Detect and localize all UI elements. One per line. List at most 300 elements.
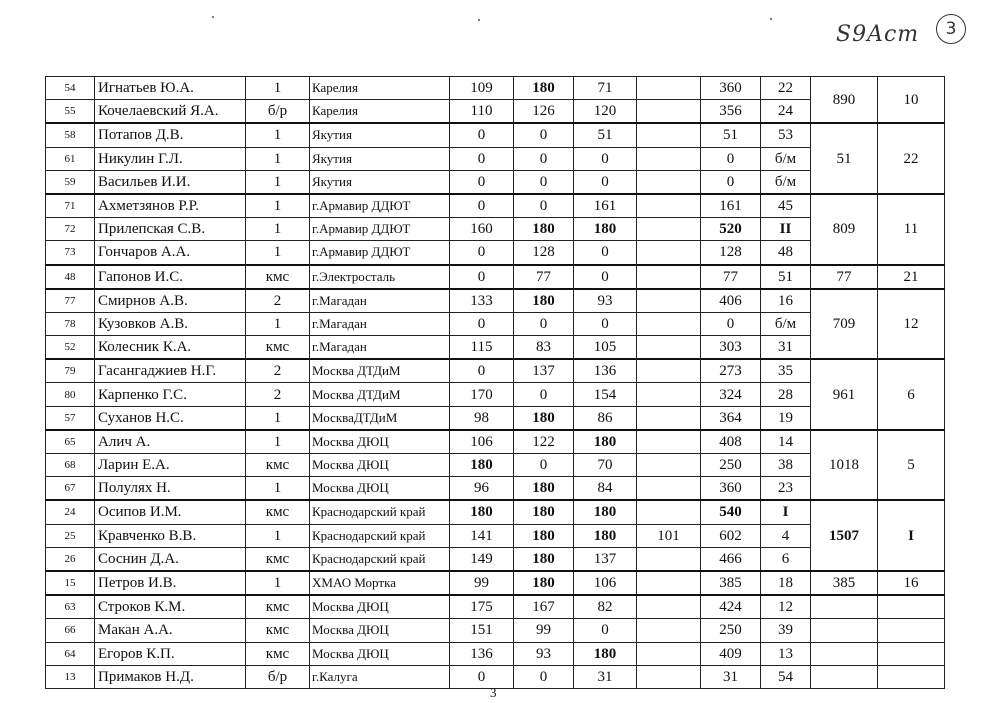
- participant-name-cell: Гасангаджиев Н.Г.: [95, 359, 246, 383]
- region-cell: г.Магадан: [310, 336, 450, 360]
- total-score-cell: 356: [701, 100, 761, 124]
- region-cell: Карелия: [310, 77, 450, 100]
- round-3-score-cell: 180: [574, 430, 637, 454]
- extra-score-cell: [637, 147, 701, 170]
- round-3-score-cell: 154: [574, 383, 637, 406]
- total-score-cell: 51: [701, 123, 761, 147]
- round-3-score-cell: 120: [574, 100, 637, 124]
- scan-speck: [770, 18, 772, 20]
- extra-score-cell: [637, 265, 701, 289]
- region-cell: Москва ДЮЦ: [310, 454, 450, 477]
- sport-rank-cell: 1: [246, 218, 310, 241]
- round-1-score-cell: 175: [450, 595, 514, 619]
- participant-name-cell: Кочелаевский Я.А.: [95, 100, 246, 124]
- personal-place-cell: I: [761, 500, 811, 524]
- round-1-score-cell: 110: [450, 100, 514, 124]
- round-2-score-cell: 167: [514, 595, 574, 619]
- round-1-score-cell: 109: [450, 77, 514, 100]
- personal-place-cell: б/м: [761, 170, 811, 194]
- participant-name-cell: Гончаров А.А.: [95, 241, 246, 265]
- extra-score-cell: [637, 241, 701, 265]
- round-2-score-cell: 0: [514, 147, 574, 170]
- personal-place-cell: 39: [761, 619, 811, 642]
- team-place-cell: [878, 595, 945, 619]
- total-score-cell: 406: [701, 289, 761, 313]
- total-score-cell: 360: [701, 77, 761, 100]
- participant-number-cell: 58: [46, 123, 95, 147]
- region-cell: г.Калуга: [310, 665, 450, 688]
- personal-place-cell: 54: [761, 665, 811, 688]
- personal-place-cell: 51: [761, 265, 811, 289]
- round-1-score-cell: 0: [450, 665, 514, 688]
- round-3-score-cell: 161: [574, 194, 637, 218]
- total-score-cell: 424: [701, 595, 761, 619]
- participant-name-cell: Петров И.В.: [95, 571, 246, 595]
- total-score-cell: 409: [701, 642, 761, 665]
- table-row: [46, 595, 945, 619]
- region-cell: Краснодарский край: [310, 547, 450, 571]
- sport-rank-cell: 1: [246, 312, 310, 335]
- team-total-cell: 961: [811, 359, 878, 430]
- extra-score-cell: [637, 312, 701, 335]
- round-1-score-cell: 133: [450, 289, 514, 313]
- region-cell: Москва ДТДиМ: [310, 359, 450, 383]
- table-row: [46, 571, 945, 595]
- total-score-cell: 77: [701, 265, 761, 289]
- total-score-cell: 466: [701, 547, 761, 571]
- round-2-score-cell: 0: [514, 123, 574, 147]
- personal-place-cell: 48: [761, 241, 811, 265]
- round-2-score-cell: 0: [514, 194, 574, 218]
- participant-name-cell: Алич А.: [95, 430, 246, 454]
- round-1-score-cell: 141: [450, 524, 514, 547]
- table-row: [46, 642, 945, 665]
- extra-score-cell: [637, 547, 701, 571]
- total-score-cell: 360: [701, 477, 761, 501]
- team-place-cell: 22: [878, 123, 945, 194]
- sport-rank-cell: 1: [246, 571, 310, 595]
- personal-place-cell: 53: [761, 123, 811, 147]
- sport-rank-cell: 1: [246, 406, 310, 430]
- sport-rank-cell: 1: [246, 194, 310, 218]
- total-score-cell: 250: [701, 619, 761, 642]
- team-place-cell: I: [878, 500, 945, 571]
- round-1-score-cell: 180: [450, 454, 514, 477]
- round-3-score-cell: 0: [574, 147, 637, 170]
- participant-number-cell: 24: [46, 500, 95, 524]
- participant-name-cell: Соснин Д.А.: [95, 547, 246, 571]
- participant-number-cell: 26: [46, 547, 95, 571]
- participant-number-cell: 65: [46, 430, 95, 454]
- table-row: [46, 194, 945, 218]
- region-cell: г.Электросталь: [310, 265, 450, 289]
- table-row: [46, 265, 945, 289]
- table-row: [46, 524, 945, 547]
- team-total-cell: [811, 619, 878, 642]
- round-2-score-cell: 128: [514, 241, 574, 265]
- team-place-cell: 16: [878, 571, 945, 595]
- sport-rank-cell: 2: [246, 359, 310, 383]
- team-total-cell: [811, 642, 878, 665]
- table-row: [46, 619, 945, 642]
- extra-score-cell: [637, 289, 701, 313]
- round-3-score-cell: 82: [574, 595, 637, 619]
- round-1-score-cell: 180: [450, 500, 514, 524]
- round-1-score-cell: 0: [450, 312, 514, 335]
- round-1-score-cell: 98: [450, 406, 514, 430]
- total-score-cell: 385: [701, 571, 761, 595]
- participant-number-cell: 52: [46, 336, 95, 360]
- personal-place-cell: 13: [761, 642, 811, 665]
- total-score-cell: 273: [701, 359, 761, 383]
- region-cell: Москва ДТДиМ: [310, 383, 450, 406]
- round-1-score-cell: 0: [450, 123, 514, 147]
- round-3-score-cell: 0: [574, 241, 637, 265]
- extra-score-cell: [637, 571, 701, 595]
- personal-place-cell: 22: [761, 77, 811, 100]
- round-2-score-cell: 99: [514, 619, 574, 642]
- round-2-score-cell: 180: [514, 477, 574, 501]
- extra-score-cell: [637, 454, 701, 477]
- participant-number-cell: 73: [46, 241, 95, 265]
- team-place-cell: 11: [878, 194, 945, 265]
- table-row: [46, 241, 945, 265]
- round-3-score-cell: 31: [574, 665, 637, 688]
- results-table: [45, 76, 945, 689]
- personal-place-cell: 16: [761, 289, 811, 313]
- round-3-score-cell: 180: [574, 218, 637, 241]
- extra-score-cell: [637, 359, 701, 383]
- round-1-score-cell: 0: [450, 241, 514, 265]
- round-1-score-cell: 151: [450, 619, 514, 642]
- participant-name-cell: Суханов Н.С.: [95, 406, 246, 430]
- sport-rank-cell: 1: [246, 147, 310, 170]
- round-3-score-cell: 106: [574, 571, 637, 595]
- team-total-cell: [811, 665, 878, 688]
- round-3-score-cell: 180: [574, 500, 637, 524]
- personal-place-cell: 24: [761, 100, 811, 124]
- participant-number-cell: 63: [46, 595, 95, 619]
- round-2-score-cell: 180: [514, 289, 574, 313]
- round-2-score-cell: 180: [514, 524, 574, 547]
- participant-number-cell: 13: [46, 665, 95, 688]
- round-1-score-cell: 0: [450, 170, 514, 194]
- region-cell: Якутия: [310, 147, 450, 170]
- sport-rank-cell: 1: [246, 477, 310, 501]
- sport-rank-cell: кмс: [246, 595, 310, 619]
- round-3-score-cell: 93: [574, 289, 637, 313]
- extra-score-cell: [637, 619, 701, 642]
- participant-number-cell: 80: [46, 383, 95, 406]
- region-cell: г.Магадан: [310, 289, 450, 313]
- scan-speck: [478, 19, 480, 21]
- table-row: [46, 147, 945, 170]
- table-row: [46, 430, 945, 454]
- participant-number-cell: 66: [46, 619, 95, 642]
- extra-score-cell: [637, 383, 701, 406]
- round-3-score-cell: 86: [574, 406, 637, 430]
- personal-place-cell: 23: [761, 477, 811, 501]
- table-row: [46, 123, 945, 147]
- sport-rank-cell: 1: [246, 123, 310, 147]
- personal-place-cell: 4: [761, 524, 811, 547]
- round-1-score-cell: 0: [450, 265, 514, 289]
- round-1-score-cell: 149: [450, 547, 514, 571]
- team-place-cell: [878, 665, 945, 688]
- round-1-score-cell: 0: [450, 194, 514, 218]
- participant-number-cell: 57: [46, 406, 95, 430]
- total-score-cell: 602: [701, 524, 761, 547]
- round-3-score-cell: 71: [574, 77, 637, 100]
- participant-name-cell: Осипов И.М.: [95, 500, 246, 524]
- participant-name-cell: Прилепская С.В.: [95, 218, 246, 241]
- round-2-score-cell: 0: [514, 665, 574, 688]
- team-total-cell: 51: [811, 123, 878, 194]
- extra-score-cell: [637, 665, 701, 688]
- team-total-cell: 77: [811, 265, 878, 289]
- team-place-cell: 10: [878, 77, 945, 124]
- sport-rank-cell: 1: [246, 430, 310, 454]
- team-total-cell: 1507: [811, 500, 878, 571]
- team-total-cell: 809: [811, 194, 878, 265]
- participant-name-cell: Примаков Н.Д.: [95, 665, 246, 688]
- round-3-score-cell: 0: [574, 312, 637, 335]
- sport-rank-cell: 1: [246, 524, 310, 547]
- round-2-score-cell: 0: [514, 454, 574, 477]
- extra-score-cell: [637, 123, 701, 147]
- participant-name-cell: Кузовков А.В.: [95, 312, 246, 335]
- table-row: [46, 454, 945, 477]
- round-2-score-cell: 180: [514, 218, 574, 241]
- total-score-cell: 324: [701, 383, 761, 406]
- region-cell: Москва ДЮЦ: [310, 430, 450, 454]
- round-3-score-cell: 70: [574, 454, 637, 477]
- table-row: [46, 500, 945, 524]
- total-score-cell: 520: [701, 218, 761, 241]
- participant-number-cell: 67: [46, 477, 95, 501]
- participant-number-cell: 54: [46, 77, 95, 100]
- sport-rank-cell: кмс: [246, 500, 310, 524]
- participant-name-cell: Никулин Г.Л.: [95, 147, 246, 170]
- round-3-score-cell: 51: [574, 123, 637, 147]
- round-3-score-cell: 0: [574, 265, 637, 289]
- region-cell: Москва ДЮЦ: [310, 642, 450, 665]
- extra-score-cell: [637, 170, 701, 194]
- page-number: 3: [490, 685, 497, 700]
- round-3-score-cell: 84: [574, 477, 637, 501]
- total-score-cell: 128: [701, 241, 761, 265]
- participant-name-cell: Потапов Д.В.: [95, 123, 246, 147]
- region-cell: Москва ДЮЦ: [310, 595, 450, 619]
- team-total-cell: [811, 595, 878, 619]
- total-score-cell: 0: [701, 312, 761, 335]
- extra-score-cell: [637, 642, 701, 665]
- round-1-score-cell: 0: [450, 147, 514, 170]
- team-place-cell: 6: [878, 359, 945, 430]
- personal-place-cell: 45: [761, 194, 811, 218]
- participant-number-cell: 77: [46, 289, 95, 313]
- participant-name-cell: Строков К.М.: [95, 595, 246, 619]
- extra-score-cell: [637, 100, 701, 124]
- circled-page-number: 3: [936, 14, 966, 44]
- extra-score-cell: [637, 500, 701, 524]
- extra-score-cell: [637, 477, 701, 501]
- total-score-cell: 408: [701, 430, 761, 454]
- sport-rank-cell: кмс: [246, 619, 310, 642]
- total-score-cell: 0: [701, 170, 761, 194]
- total-score-cell: 250: [701, 454, 761, 477]
- extra-score-cell: [637, 77, 701, 100]
- table-row: [46, 218, 945, 241]
- sport-rank-cell: 1: [246, 170, 310, 194]
- round-1-score-cell: 136: [450, 642, 514, 665]
- region-cell: Краснодарский край: [310, 500, 450, 524]
- participant-number-cell: 71: [46, 194, 95, 218]
- personal-place-cell: 38: [761, 454, 811, 477]
- participant-name-cell: Полулях Н.: [95, 477, 246, 501]
- participant-name-cell: Игнатьев Ю.А.: [95, 77, 246, 100]
- team-place-cell: 21: [878, 265, 945, 289]
- table-row: [46, 547, 945, 571]
- participant-number-cell: 61: [46, 147, 95, 170]
- participant-name-cell: Смирнов А.В.: [95, 289, 246, 313]
- round-1-score-cell: 96: [450, 477, 514, 501]
- personal-place-cell: 31: [761, 336, 811, 360]
- region-cell: Карелия: [310, 100, 450, 124]
- table-row: [46, 383, 945, 406]
- region-cell: ХМАО Мортка: [310, 571, 450, 595]
- personal-place-cell: 35: [761, 359, 811, 383]
- round-3-score-cell: 180: [574, 524, 637, 547]
- participant-name-cell: Кравченко В.В.: [95, 524, 246, 547]
- participant-number-cell: 68: [46, 454, 95, 477]
- round-3-score-cell: 136: [574, 359, 637, 383]
- region-cell: г.Магадан: [310, 312, 450, 335]
- region-cell: Москва ДЮЦ: [310, 619, 450, 642]
- extra-score-cell: [637, 218, 701, 241]
- team-place-cell: 12: [878, 289, 945, 360]
- participant-number-cell: 59: [46, 170, 95, 194]
- personal-place-cell: II: [761, 218, 811, 241]
- round-1-score-cell: 99: [450, 571, 514, 595]
- sport-rank-cell: 1: [246, 77, 310, 100]
- round-1-score-cell: 106: [450, 430, 514, 454]
- round-1-score-cell: 0: [450, 359, 514, 383]
- participant-number-cell: 64: [46, 642, 95, 665]
- participant-number-cell: 15: [46, 571, 95, 595]
- total-score-cell: 364: [701, 406, 761, 430]
- personal-place-cell: 14: [761, 430, 811, 454]
- scan-speck: [212, 16, 214, 18]
- round-2-score-cell: 93: [514, 642, 574, 665]
- round-3-score-cell: 0: [574, 619, 637, 642]
- sport-rank-cell: б/р: [246, 100, 310, 124]
- table-row: [46, 406, 945, 430]
- round-2-score-cell: 0: [514, 170, 574, 194]
- table-row: [46, 170, 945, 194]
- sport-rank-cell: кмс: [246, 265, 310, 289]
- round-2-score-cell: 180: [514, 500, 574, 524]
- team-place-cell: 5: [878, 430, 945, 501]
- region-cell: г.Армавир ДДЮТ: [310, 241, 450, 265]
- extra-score-cell: [637, 406, 701, 430]
- region-cell: Якутия: [310, 170, 450, 194]
- total-score-cell: 0: [701, 147, 761, 170]
- round-1-score-cell: 115: [450, 336, 514, 360]
- round-2-score-cell: 83: [514, 336, 574, 360]
- participant-number-cell: 48: [46, 265, 95, 289]
- participant-number-cell: 78: [46, 312, 95, 335]
- participant-name-cell: Егоров К.П.: [95, 642, 246, 665]
- total-score-cell: 161: [701, 194, 761, 218]
- participant-name-cell: Васильев И.И.: [95, 170, 246, 194]
- sport-rank-cell: кмс: [246, 454, 310, 477]
- extra-score-cell: [637, 336, 701, 360]
- region-cell: Краснодарский край: [310, 524, 450, 547]
- round-2-score-cell: 0: [514, 383, 574, 406]
- round-2-score-cell: 77: [514, 265, 574, 289]
- total-score-cell: 540: [701, 500, 761, 524]
- extra-score-cell: [637, 595, 701, 619]
- table-row: [46, 77, 945, 100]
- personal-place-cell: 28: [761, 383, 811, 406]
- round-2-score-cell: 180: [514, 571, 574, 595]
- handwritten-code: S9Aст: [836, 22, 920, 47]
- round-2-score-cell: 126: [514, 100, 574, 124]
- participant-number-cell: 25: [46, 524, 95, 547]
- team-total-cell: 709: [811, 289, 878, 360]
- sport-rank-cell: 2: [246, 383, 310, 406]
- team-total-cell: 1018: [811, 430, 878, 501]
- table-row: [46, 477, 945, 501]
- participant-number-cell: 79: [46, 359, 95, 383]
- region-cell: Москва ДЮЦ: [310, 477, 450, 501]
- personal-place-cell: 19: [761, 406, 811, 430]
- team-place-cell: [878, 619, 945, 642]
- extra-score-cell: [637, 430, 701, 454]
- round-1-score-cell: 170: [450, 383, 514, 406]
- results-table-body: [46, 77, 945, 689]
- sport-rank-cell: кмс: [246, 547, 310, 571]
- sport-rank-cell: 2: [246, 289, 310, 313]
- participant-name-cell: Макан А.А.: [95, 619, 246, 642]
- participant-name-cell: Ахметзянов Р.Р.: [95, 194, 246, 218]
- round-2-score-cell: 122: [514, 430, 574, 454]
- personal-place-cell: 18: [761, 571, 811, 595]
- personal-place-cell: б/м: [761, 147, 811, 170]
- personal-place-cell: 12: [761, 595, 811, 619]
- round-2-score-cell: 180: [514, 406, 574, 430]
- participant-name-cell: Колесник К.А.: [95, 336, 246, 360]
- table-row: [46, 359, 945, 383]
- total-score-cell: 303: [701, 336, 761, 360]
- team-total-cell: 890: [811, 77, 878, 124]
- round-2-score-cell: 0: [514, 312, 574, 335]
- personal-place-cell: 6: [761, 547, 811, 571]
- round-3-score-cell: 180: [574, 642, 637, 665]
- round-2-score-cell: 180: [514, 547, 574, 571]
- round-3-score-cell: 105: [574, 336, 637, 360]
- participant-name-cell: Ларин Е.А.: [95, 454, 246, 477]
- table-row: [46, 100, 945, 124]
- table-row: [46, 289, 945, 313]
- round-2-score-cell: 137: [514, 359, 574, 383]
- table-row: [46, 336, 945, 360]
- participant-name-cell: Карпенко Г.С.: [95, 383, 246, 406]
- sport-rank-cell: 1: [246, 241, 310, 265]
- round-3-score-cell: 137: [574, 547, 637, 571]
- region-cell: МоскваДТДиМ: [310, 406, 450, 430]
